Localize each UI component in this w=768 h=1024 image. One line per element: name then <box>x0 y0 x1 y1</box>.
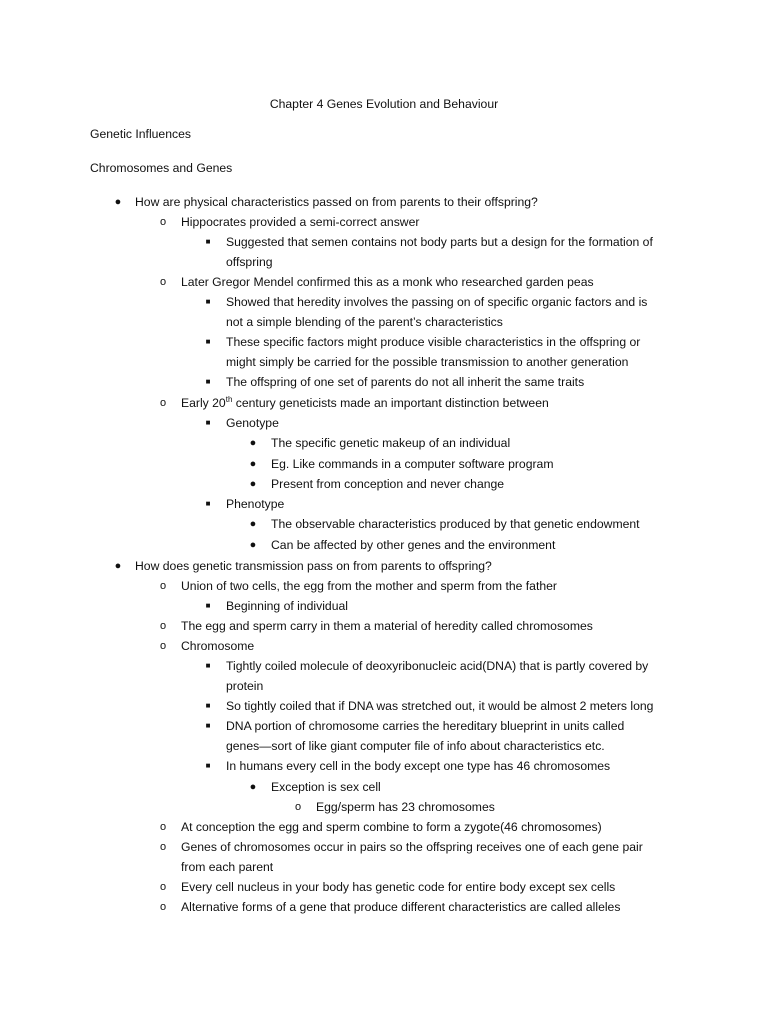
list-item: Union of two cells, the egg from the mother and sperm from the father <box>181 579 557 593</box>
list-item: Tightly coiled molecule of deoxyribonucleic acid(DNA) that is partly covered by <box>226 659 649 673</box>
list-item: Can be affected by other genes and the environment <box>271 538 556 552</box>
superscript-th: th <box>225 395 233 404</box>
list-item: The egg and sperm carry in them a material of heredity called chromosomes <box>181 619 593 633</box>
list-item: Genes of chromosomes occur in pairs so the offspring receives one of each gene pair <box>181 840 643 854</box>
square-bullet-icon: ■ <box>205 661 211 670</box>
bullet-icon: ● <box>249 781 257 793</box>
circle-bullet-icon: o <box>159 901 167 913</box>
bullet-icon: ● <box>249 478 257 490</box>
section-heading-genetic-influences: Genetic Influences <box>90 127 191 141</box>
square-bullet-icon: ■ <box>205 418 211 427</box>
list-item: Hippocrates provided a semi-correct answer <box>181 215 420 229</box>
circle-bullet-icon: o <box>159 841 167 853</box>
circle-bullet-icon: o <box>159 397 167 409</box>
list-item: Every cell nucleus in your body has genetic code for entire body except sex cells <box>181 880 616 894</box>
circle-bullet-icon: o <box>159 640 167 652</box>
list-item-continuation: offspring <box>226 255 273 269</box>
early-text-rest: century geneticists made an important distinction between <box>232 396 549 410</box>
list-item: At conception the egg and sperm combine to form a zygote(46 chromosomes) <box>181 820 602 834</box>
list-item-continuation: from each parent <box>181 860 274 874</box>
list-item: Egg/sperm has 23 chromosomes <box>316 800 495 814</box>
list-item <box>181 395 549 411</box>
list-item: DNA portion of chromosome carries the hereditary blueprint in units called <box>226 719 625 733</box>
square-bullet-icon: ■ <box>205 237 211 246</box>
square-bullet-icon: ■ <box>205 761 211 770</box>
list-item: The specific genetic makeup of an individual <box>271 436 511 450</box>
bullet-icon: ● <box>249 437 257 449</box>
circle-bullet-icon: o <box>159 821 167 833</box>
list-item: In humans every cell in the body except one type has 46 chromosomes <box>226 759 611 773</box>
list-item: Beginning of individual <box>226 599 348 613</box>
list-item: The offspring of one set of parents do not all inherit the same traits <box>226 375 585 389</box>
list-item: So tightly coiled that if DNA was stretched out, it would be almost 2 meters long <box>226 699 654 713</box>
list-item: How does genetic transmission pass on from parents to offspring? <box>135 559 492 573</box>
list-item: Alternative forms of a gene that produce different characteristics are called alleles <box>181 900 621 914</box>
circle-bullet-icon: o <box>159 580 167 592</box>
list-item: How are physical characteristics passed on from parents to their offspring? <box>135 195 538 209</box>
square-bullet-icon: ■ <box>205 377 211 386</box>
list-item-continuation: protein <box>226 679 264 693</box>
bullet-icon: ● <box>249 458 257 470</box>
list-item-phenotype: Phenotype <box>226 497 285 511</box>
circle-bullet-icon: o <box>294 801 302 813</box>
list-item-continuation: might simply be carried for the possible transmission to another generation <box>226 355 629 369</box>
list-item: The observable characteristics produced by that genetic endowment <box>271 517 640 531</box>
square-bullet-icon: ■ <box>205 337 211 346</box>
circle-bullet-icon: o <box>159 216 167 228</box>
list-item-genotype: Genotype <box>226 416 279 430</box>
list-item: Suggested that semen contains not body parts but a design for the formation of <box>226 235 653 249</box>
list-item-continuation: genes—sort of like giant computer file of info about characteristics etc. <box>226 739 605 753</box>
page-title: Chapter 4 Genes Evolution and Behaviour <box>269 97 499 111</box>
bullet-icon: ● <box>114 196 122 208</box>
section-heading-chromosomes-genes: Chromosomes and Genes <box>90 161 233 175</box>
square-bullet-icon: ■ <box>205 499 211 508</box>
square-bullet-icon: ■ <box>205 601 211 610</box>
list-item-continuation: not a simple blending of the parent’s characteristics <box>226 315 503 329</box>
list-item: Chromosome <box>181 639 255 653</box>
bullet-icon: ● <box>249 539 257 551</box>
list-item: Later Gregor Mendel confirmed this as a monk who researched garden peas <box>181 275 594 289</box>
bullet-icon: ● <box>114 560 122 572</box>
square-bullet-icon: ■ <box>205 297 211 306</box>
circle-bullet-icon: o <box>159 276 167 288</box>
square-bullet-icon: ■ <box>205 721 211 730</box>
list-item: Exception is sex cell <box>271 780 381 794</box>
list-item: Present from conception and never change <box>271 477 505 491</box>
square-bullet-icon: ■ <box>205 701 211 710</box>
bullet-icon: ● <box>249 518 257 530</box>
list-item: These specific factors might produce visible characteristics in the offspring or <box>226 335 641 349</box>
early-text: Early 20 <box>181 396 226 410</box>
list-item: Eg. Like commands in a computer software program <box>271 457 554 471</box>
list-item: Showed that heredity involves the passing on of specific organic factors and is <box>226 295 648 309</box>
circle-bullet-icon: o <box>159 620 167 632</box>
circle-bullet-icon: o <box>159 881 167 893</box>
